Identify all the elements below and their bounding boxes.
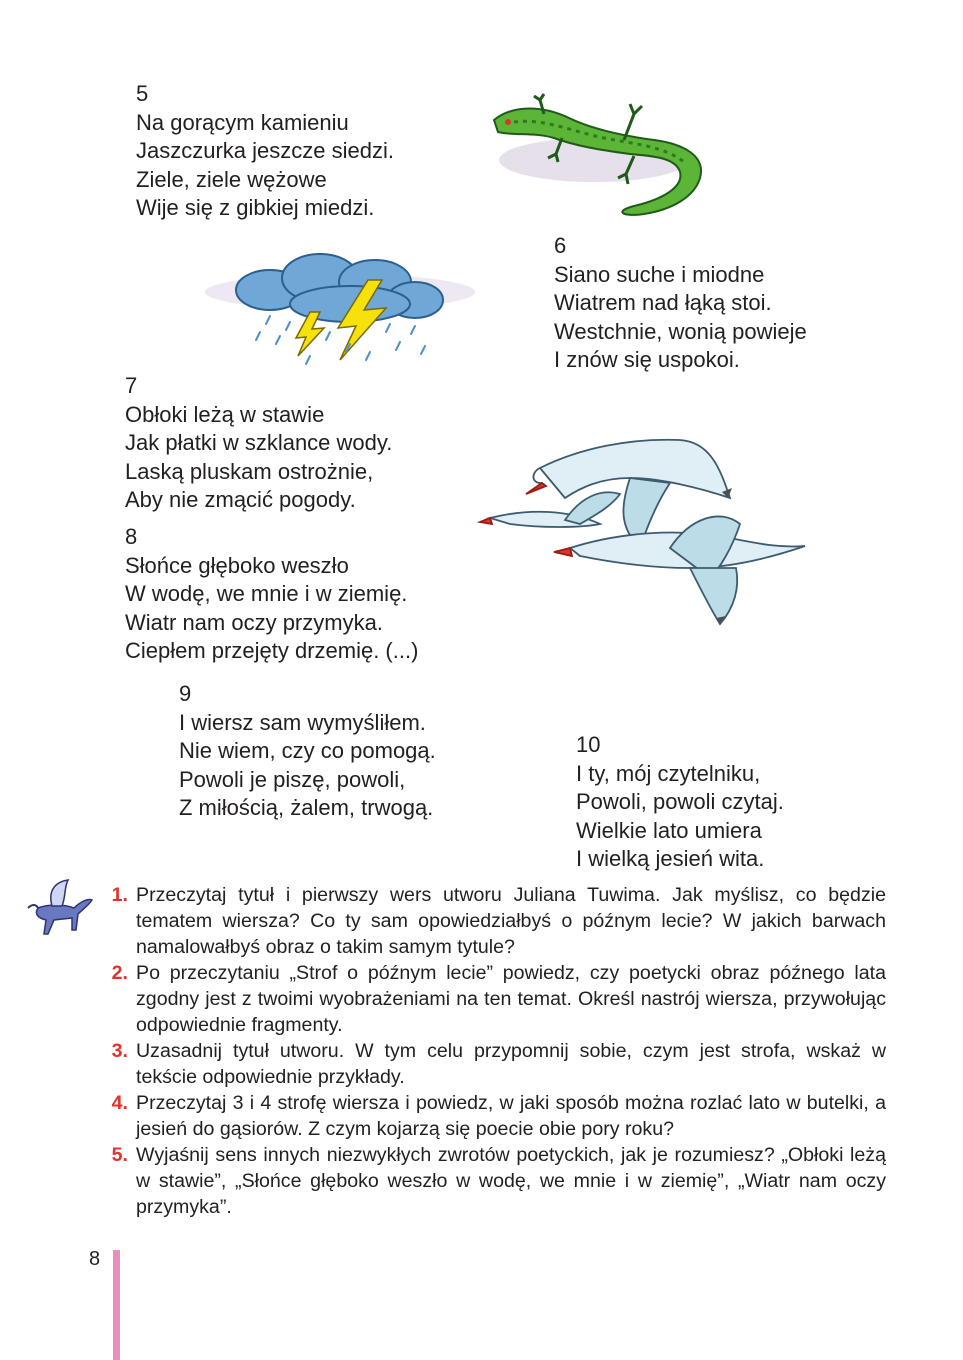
exercise-text: Wyjaśnij sens innych niezwykłych zwrotów poetyckich, jak je rozumiesz? „Obłoki leżą w stawie”, „Słońce głęboko weszło w wodę, we mnie i w ziemię”, „Wiatr nam oczy przymyka”. — [136, 1144, 886, 1218]
stanza-line: Wielkie lato umiera — [576, 817, 762, 843]
exercise-item — [98, 960, 886, 1038]
exercise-number: 5. — [111, 1144, 128, 1166]
stanza-line: Na gorącym kamieniu — [136, 109, 349, 135]
exercise-text: Po przeczytaniu „Strof o późnym lecie” powiedz, czy poetycki obraz późnego lata zgodny jest z twoimi wyobrażeniami na ten temat. Określ nastrój wiersza, przywołując odpowiednie fragmenty. — [136, 962, 886, 1036]
exercise-list — [98, 882, 886, 1220]
stanza-number: 5 — [136, 81, 149, 106]
exercise-number: 4. — [111, 1092, 128, 1114]
stanza-number: 8 — [125, 524, 138, 549]
exercise-item — [98, 1038, 886, 1090]
stanza-5 — [136, 80, 394, 223]
pegasus-icon — [18, 878, 98, 944]
lizard-illustration — [484, 92, 719, 220]
exercise-item — [98, 882, 886, 960]
stanza-line: Jaszczurka jeszcze siedzi. — [136, 138, 394, 163]
stanza-6 — [554, 232, 807, 375]
stanza-7 — [125, 372, 392, 515]
stanza-8 — [125, 523, 418, 666]
stanza-10 — [576, 731, 784, 874]
stanza-line: I wiersz sam wymyśliłem. — [179, 709, 426, 735]
stanza-line: Ciepłem przejęty drzemię. (...) — [125, 638, 419, 663]
stanza-line: Ziele, ziele wężowe — [136, 166, 327, 192]
exercise-text: Przeczytaj tytuł i pierwszy wers utworu Juliana Tuwima. Jak myślisz, co będzie tematem wiersza? Co ty sam opowiedziałbyś o późnym lecie? W jakich barwach namalowałbyś obraz o takim samym tytule? — [136, 884, 886, 958]
stanza-line: Powoli, powoli czytaj. — [576, 789, 784, 814]
stanza-line: I wielką jesień wita. — [576, 846, 765, 871]
stanza-9 — [179, 680, 436, 823]
stanza-line: Westchnie, wonią powieje — [554, 318, 807, 344]
stanza-line: Laską pluskam ostrożnie, — [125, 458, 374, 484]
stanza-line: I znów się uspokoi. — [554, 347, 740, 372]
exercise-number: 3. — [111, 1040, 128, 1062]
stanza-number: 10 — [576, 732, 601, 757]
stanza-line: Siano suche i miodne — [554, 261, 765, 287]
stanza-line: Obłoki leżą w stawie — [125, 401, 325, 427]
stanza-line: I ty, mój czytelniku, — [576, 760, 761, 786]
stanza-line: Aby nie zmącić pogody. — [125, 487, 356, 512]
exercise-text: Przeczytaj 3 i 4 strofę wiersza i powiedz, w jaki sposób można rozlać lato w butelki, a jesień do gąsiorów. Z czym kojarzą się poecie obie pory roku? — [136, 1092, 886, 1140]
stanza-line: Powoli je piszę, powoli, — [179, 766, 406, 792]
stanza-line: W wodę, we mnie i w ziemię. — [125, 581, 408, 606]
stanza-number: 6 — [554, 233, 567, 258]
exercise-item — [98, 1090, 886, 1142]
stanza-line: Wiatrem nad łąką stoi. — [554, 290, 772, 315]
stanza-number: 9 — [179, 681, 192, 706]
stanza-line: Wije się z gibkiej miedzi. — [136, 195, 375, 220]
exercise-text: Uzasadnij tytuł utworu. W tym celu przypomnij sobie, czym jest strofa, wskaż w tekście odpowiednie przykłady. — [136, 1040, 886, 1088]
storm-cloud-illustration — [200, 252, 475, 374]
page-margin-bar — [113, 1250, 120, 1360]
flying-swans-illustration — [470, 428, 815, 628]
exercise-number: 2. — [111, 962, 128, 984]
exercise-number: 1. — [111, 884, 128, 906]
stanza-number: 7 — [125, 373, 138, 398]
stanza-line: Wiatr nam oczy przymyka. — [125, 609, 383, 635]
stanza-line: Jak płatki w szklance wody. — [125, 430, 393, 455]
stanza-line: Z miłością, żalem, trwogą. — [179, 795, 434, 820]
stanza-line: Słońce głęboko weszło — [125, 552, 349, 578]
exercise-item — [98, 1142, 886, 1220]
stanza-line: Nie wiem, czy co pomogą. — [179, 738, 436, 763]
page-number: 8 — [89, 1248, 101, 1270]
